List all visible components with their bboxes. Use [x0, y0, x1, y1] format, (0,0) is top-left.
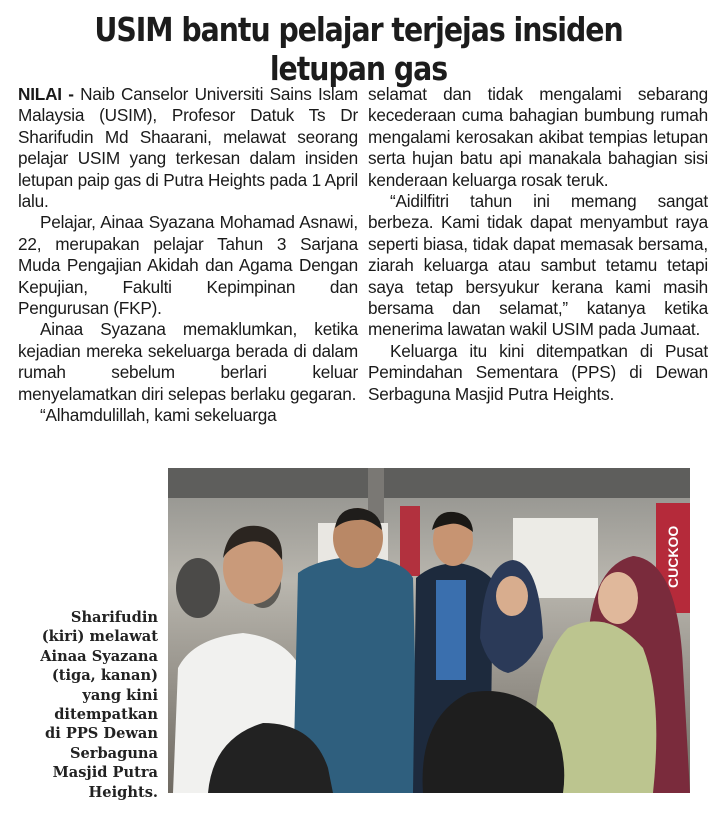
paragraph-2: Pelajar, Ainaa Syazana Mohamad Asnawi, 22, merupakan pelajar Tahun 3 Sarjana Muda Pengajian Akidah dan Agama Dengan Kepujian, Fakulti Kepimpinan dan Pengurusan (FKP). — [18, 212, 358, 319]
article-column-2 — [368, 84, 708, 405]
person-5-face — [598, 572, 638, 624]
caption-line: (kiri) melawat — [41, 628, 158, 646]
paragraph-5: “Aidilfitri tahun ini memang sangat berbeza. Kami tidak dapat menyambut raya seperti biasa, tidak dapat memasak bersama, ziarah keluarga atau sambut tetamu tetapi saya tetap bersyukur kerana kami masih bersama dan selamat,” katanya ketika menerima lawatan wakil USIM pada Jumaat. — [368, 191, 708, 340]
caption-line: di PPS Dewan — [45, 725, 158, 743]
paragraph-6: Keluarga itu kini ditempatkan di Pusat Pemindahan Sementara (PPS) di Dewan Serbaguna Masjid Putra Heights. — [368, 340, 708, 404]
caption-line: Ainaa Syazana — [40, 647, 158, 665]
caption-line: ditempatkan — [54, 706, 158, 724]
article-column-1 — [18, 84, 358, 427]
paragraph-4-continued: selamat dan tidak mengalami sebarang kecederaan cuma bahagian bumbung rumah mengalami kerosakan akibat tempias letupan serta hujan batu api manakala bahagian sisi kenderaan keluarga rosak teruk. — [368, 84, 708, 190]
banner-text: CUCKOO — [665, 525, 681, 588]
caption-line: Masjid Putra — [52, 764, 158, 782]
caption-line: Heights. — [88, 783, 158, 801]
caption-line: Serbaguna — [69, 744, 158, 762]
caption-line: Sharifudin — [70, 609, 158, 626]
caption-line: (tiga, kanan) — [51, 667, 158, 685]
paragraph-3: Ainaa Syazana memaklumkan, ketika kejadian mereka sekeluarga berada di dalam rumah sebelum berlari keluar menyelamatkan diri selepas berlaku gegaran. — [18, 319, 358, 404]
ceiling — [168, 468, 690, 498]
paragraph-1-text: Naib Canselor Universiti Sains Islam Malaysia (USIM), Profesor Datuk Ts Dr Sharifudin Md Shaarani, melawat seorang pelajar USIM yang terkesan dalam insiden letupan paip gas di Putra Heights pada 1 April lalu. — [18, 84, 359, 212]
headline: USIM bantu pelajar terjejas insiden letupan gas — [94, 10, 623, 88]
news-photo — [168, 468, 690, 793]
red-banner-small — [400, 506, 420, 576]
paragraph-1 — [18, 84, 358, 212]
paragraph-4: “Alhamdulillah, kami sekeluarga — [40, 405, 277, 426]
photo-caption — [10, 608, 158, 802]
photo-illustration — [168, 468, 690, 793]
caption-line: yang kini — [82, 686, 158, 704]
dateline: NILAI - — [18, 84, 74, 104]
